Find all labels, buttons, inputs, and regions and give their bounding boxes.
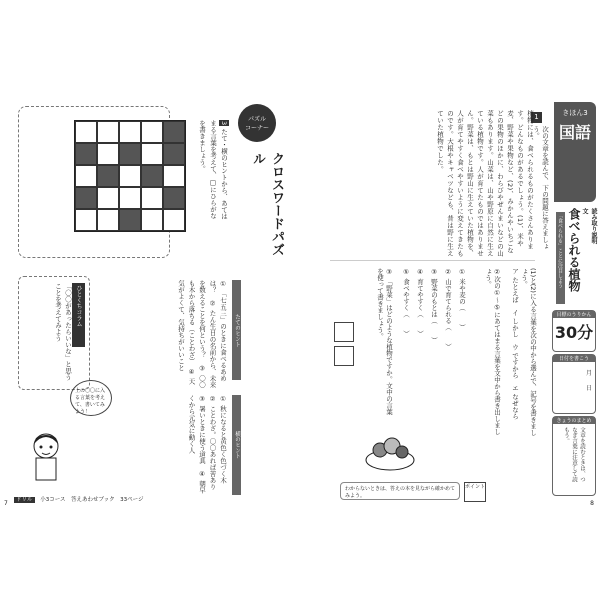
crossword-title: クロスワードパズル: [250, 152, 284, 256]
instruction-number: 3: [220, 121, 228, 126]
book-spread: [0, 90, 600, 510]
footnote-text: わからないときは、答えの本を見ながら確かめてみよう。: [345, 486, 456, 499]
q2-item[interactable]: ⑤ 食べやすく（ ）: [402, 268, 410, 337]
q2-item[interactable]: ④ 育てやすく（ ）: [416, 268, 424, 337]
answer-box-1[interactable]: [334, 322, 354, 342]
date-month: 月: [585, 370, 592, 377]
crossword-grid[interactable]: [74, 120, 186, 232]
summary-text: 文章を読むときは、つなぎ言葉に注意して読もう。: [563, 427, 585, 482]
footer-brand: ドリル: [16, 497, 33, 503]
answer-box-2[interactable]: [334, 346, 354, 366]
summary-box: [552, 416, 596, 496]
boy-illustration-icon: [26, 430, 66, 485]
time-label: 目標のうりかん: [553, 311, 595, 318]
question-number: 1: [531, 112, 542, 123]
category-tag: 読み取り説明文: [581, 208, 597, 244]
yoko-hints: ① 秋になると黄色く色づく木 ② ことわざ。〇〇あれば苦あり ③ 暑いときに使う道具 ④ 朝早くから元気に動く人: [187, 395, 227, 497]
subject-tab: [554, 102, 596, 202]
instruction-text: たて・横のヒントから、あてはまる言葉を考えて、□にひらがなを書きましょう。: [198, 120, 228, 220]
footer-text: 小3コース 答えあわせブック 33ページ: [40, 497, 144, 503]
left-page-number: 7: [4, 500, 8, 507]
q3-prompt: ③ 「野菜」はどのような植物ですか。文中の言葉を使って書きましょう。: [376, 268, 393, 415]
left-page: [0, 90, 301, 510]
date-label: 日付を書こう: [553, 355, 595, 362]
summary-label: きょうのまとめ: [553, 417, 595, 424]
footnote-tag: ポイント: [464, 482, 486, 502]
q2-item[interactable]: ② 山で育てられる（ ）: [444, 268, 452, 350]
crossword-instruction: [196, 120, 229, 220]
badge-top: パズル: [247, 116, 266, 123]
column-text: 「〇〇があったらいいな」と思うことを考えてみよう: [54, 283, 72, 381]
badge-bottom: コーナー: [244, 125, 269, 132]
lesson-title: 食べられる植物: [567, 208, 581, 292]
q2-item[interactable]: ③ 野菜のもとは（ ）: [430, 268, 438, 344]
time-value: 30分: [554, 323, 594, 342]
q2-label: ②: [493, 268, 501, 276]
footnote-box: [340, 482, 460, 500]
column-title: ひとくちコラム: [72, 283, 85, 347]
kihon-label: きほん3: [562, 109, 588, 117]
tate-hint-label: たてのヒント: [232, 280, 241, 380]
speech-bubble: 上の〇〇に入る言葉を考えて、書いてみよう！: [70, 380, 112, 416]
puzzle-corner-badge: [238, 104, 276, 142]
date-box[interactable]: [552, 354, 596, 414]
subject-title: 国語: [558, 123, 591, 142]
tate-hints: ① 「七五三」のときに食べるあめは？ ② たん生日の名前から、未来を数えることを何という？ ③ 〇〇も木から落ちる（ことわざ） ④ 天気がよくて、気持ちがいいこと: [177, 280, 227, 388]
q2-item[interactable]: ① 米や麦の（ ）: [458, 268, 466, 331]
target-time-box: [552, 310, 596, 352]
column-box: [18, 276, 90, 390]
q2-prompt: [480, 268, 502, 438]
right-page: [300, 90, 600, 510]
vegetable-bowl-icon: [360, 430, 420, 474]
q2-text: 次の①〜⑤にあてはまる言葉を文中から書き出しましょう。: [484, 268, 501, 435]
date-day: 日: [585, 385, 592, 392]
yoko-hint-label: 横のヒント: [232, 395, 241, 495]
q1-choices: ア たとえば イ しかし ウ ですから エ なぜなら: [511, 268, 519, 420]
right-page-number: 8: [590, 500, 594, 507]
left-footer: [14, 495, 144, 503]
question-prompt: 次の文章を読んで、下の問題に答えましょう。: [532, 126, 549, 250]
hint-pill: 「食べられる」ことに注目しよう: [556, 212, 565, 304]
reading-passage: 植物には、食べられるものがたくさんあります。どんなものがあるでしょう。(1)、米や麦、野菜や果物など、(2)、みかんやいちごなどの果物のほかに、わらびやぜんまいなどの山菜もあります。山菜は、山や野原に自然に生えている植物です。人が育てたものではありません。野菜は、もとは野山に生えていた植物を、人が育てやすく食べやすいように変えてきたものです。大根やキャベツなども、昔は野に生えていた植物でした。: [330, 110, 535, 261]
q1-prompt: (1)と(2)に入る言葉を次の中から選んで、記号を書きましょう。: [520, 268, 537, 436]
